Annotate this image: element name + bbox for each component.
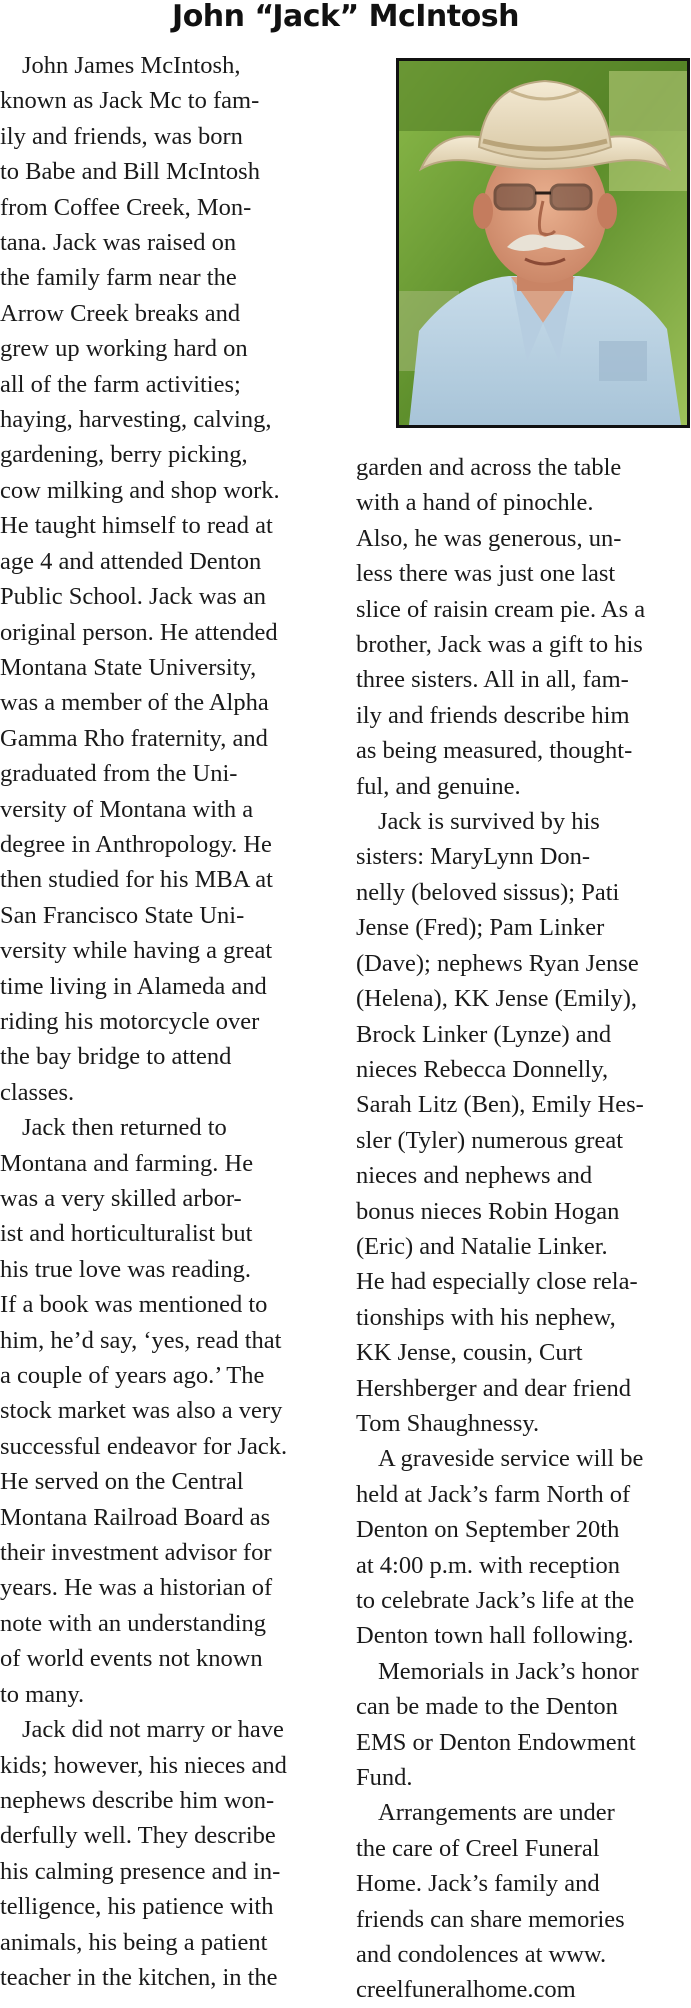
text-line: of world events not known: [0, 1645, 263, 1673]
text-line: to many.: [0, 1680, 85, 1708]
text-line: years. He was a historian of: [0, 1574, 273, 1602]
text-line: Also, he was generous, un-: [356, 524, 622, 552]
text-line: gardening, berry picking,: [0, 441, 248, 469]
text-line: then studied for his MBA at: [0, 866, 273, 894]
text-line: Fund.: [356, 1764, 413, 1792]
text-line: sler (Tyler) numerous great: [356, 1126, 623, 1154]
text-line: was a member of the Alpha: [0, 689, 269, 717]
portrait-illustration: [399, 61, 687, 425]
text-line: animals, his being a patient: [0, 1928, 268, 1956]
paragraph: [0, 1712, 338, 1995]
text-line: the bay bridge to attend: [0, 1043, 232, 1071]
text-line: with a hand of pinochle.: [356, 489, 594, 517]
text-line: classes.: [0, 1078, 75, 1106]
text-line: brother, Jack was a gift to his: [356, 631, 643, 659]
paragraph: [0, 1110, 338, 1712]
text-line: Public School. Jack was an: [0, 583, 267, 611]
text-line: Montana Railroad Board as: [0, 1503, 271, 1531]
text-line: the care of Creel Funeral: [356, 1834, 600, 1862]
text-line: successful endeavor for Jack.: [0, 1432, 288, 1460]
text-line: Denton town hall following.: [356, 1622, 634, 1650]
text-line: original person. He attended: [0, 618, 278, 646]
text-line: him, he’d say, ‘yes, read that: [0, 1326, 282, 1354]
text-line: the family farm near the: [0, 264, 237, 292]
text-line: Tom Shaughnessy.: [356, 1409, 540, 1437]
text-line: Sarah Litz (Ben), Emily Hes-: [356, 1091, 644, 1119]
text-line: derfully well. They describe: [0, 1822, 276, 1850]
text-line: versity of Montana with a: [0, 795, 254, 823]
text-line: three sisters. All in all, fam-: [356, 666, 629, 694]
text-line: and condolences at www.: [356, 1941, 607, 1969]
text-line: Jack then returned to: [22, 1114, 227, 1142]
text-line: was a very skilled arbor-: [0, 1185, 242, 1212]
text-line: held at Jack’s farm North of: [356, 1480, 631, 1508]
text-line: creelfuneralhome.com: [356, 1976, 576, 2004]
text-line: stock market was also a very: [0, 1397, 283, 1425]
text-line: nieces and nephews and: [356, 1162, 593, 1190]
text-line: slice of raisin cream pie. As a: [356, 595, 646, 623]
text-line: Brock Linker (Lynze) and: [356, 1020, 612, 1048]
text-line: Jack is survived by his: [378, 808, 600, 836]
text-line: ily and friends, was born: [0, 122, 243, 150]
text-line: garden and across the table: [356, 454, 622, 481]
text-line: teacher in the kitchen, in the: [0, 1963, 278, 1991]
text-line: his calming presence and in-: [0, 1857, 281, 1885]
text-line: Arrow Creek breaks and: [0, 299, 241, 327]
left-column: [0, 48, 338, 1995]
text-line: Montana and farming. He: [0, 1149, 254, 1177]
text-line: If a book was mentioned to: [0, 1291, 268, 1319]
text-line: Montana State University,: [0, 653, 257, 681]
text-line: Denton on September 20th: [356, 1516, 620, 1544]
text-line: nelly (beloved sissus); Pati: [356, 878, 620, 906]
text-line: Memorials in Jack’s honor: [378, 1657, 639, 1685]
text-line: ily and friends describe him: [356, 701, 630, 729]
text-line: He had especially close rela-: [356, 1268, 638, 1296]
paragraph: [356, 804, 691, 1441]
text-line: tana. Jack was raised on: [0, 229, 237, 257]
text-line: bonus nieces Robin Hogan: [356, 1197, 620, 1225]
text-line: nieces Rebecca Donnelly,: [356, 1055, 609, 1083]
text-line: versity while having a great: [0, 937, 273, 965]
text-line: kids; however, his nieces and: [0, 1751, 287, 1779]
obituary-title: John “Jack” McIntosh: [172, 0, 519, 34]
text-line: grew up working hard on: [0, 335, 248, 363]
text-line: sisters: MaryLynn Don-: [356, 843, 591, 871]
text-line: a couple of years ago.’ The: [0, 1362, 265, 1390]
text-line: as being measured, thought-: [356, 737, 633, 765]
text-line: KK Jense, cousin, Curt: [356, 1339, 583, 1367]
text-line: Jense (Fred); Pam Linker: [356, 914, 605, 942]
right-column: [356, 450, 691, 2008]
paragraph: [356, 1795, 691, 2007]
text-line: note with an understanding: [0, 1609, 267, 1637]
text-line: haying, harvesting, calving,: [0, 406, 272, 434]
portrait-photo: [396, 58, 690, 428]
text-line: He taught himself to read at: [0, 512, 273, 540]
text-line: Hershberger and dear friend: [356, 1374, 632, 1402]
text-line: less there was just one last: [356, 560, 616, 588]
text-line: tionships with his nephew,: [356, 1303, 616, 1331]
text-line: to celebrate Jack’s life at the: [356, 1587, 635, 1614]
text-line: EMS or Denton Endowment: [356, 1728, 636, 1756]
text-line: degree in Anthropology. He: [0, 830, 272, 858]
text-line: at 4:00 p.m. with reception: [356, 1551, 620, 1579]
text-line: their investment advisor for: [0, 1539, 272, 1567]
paragraph: [356, 1441, 691, 1653]
text-line: can be made to the Denton: [356, 1693, 618, 1721]
text-line: all of the farm activities;: [0, 370, 241, 398]
text-line: (Helena), KK Jense (Emily),: [356, 985, 637, 1013]
text-line: ist and horticulturalist but: [0, 1220, 253, 1248]
text-line: friends can share memories: [356, 1905, 625, 1933]
text-line: his true love was reading.: [0, 1255, 252, 1283]
text-line: San Francisco State Uni-: [0, 901, 245, 929]
paragraph: [0, 48, 338, 1110]
text-line: Gamma Rho fraternity, and: [0, 724, 268, 752]
paragraph: [356, 450, 691, 804]
text-line: Arrangements are under: [378, 1799, 615, 1827]
text-line: age 4 and attended Denton: [0, 547, 262, 575]
paragraph: [356, 1654, 691, 1796]
text-line: (Eric) and Natalie Linker.: [356, 1232, 608, 1260]
text-line: A graveside service will be: [378, 1445, 644, 1473]
text-line: ful, and genuine.: [356, 772, 521, 800]
text-line: nephews describe him won-: [0, 1786, 275, 1814]
text-line: (Dave); nephews Ryan Jense: [356, 949, 639, 977]
text-line: known as Jack Mc to fam-: [0, 87, 260, 115]
text-line: cow milking and shop work.: [0, 476, 280, 504]
text-line: riding his motorcycle over: [0, 1007, 260, 1035]
text-line: graduated from the Uni-: [0, 760, 238, 788]
text-line: telligence, his patience with: [0, 1893, 274, 1921]
text-line: Jack did not marry or have: [22, 1716, 284, 1744]
text-line: from Coffee Creek, Mon-: [0, 193, 252, 221]
text-line: Home. Jack’s family and: [356, 1870, 600, 1898]
text-line: to Babe and Bill McIntosh: [0, 158, 260, 186]
text-line: John James McIntosh,: [22, 52, 241, 79]
text-line: time living in Alameda and: [0, 972, 267, 1000]
text-line: He served on the Central: [0, 1468, 244, 1496]
